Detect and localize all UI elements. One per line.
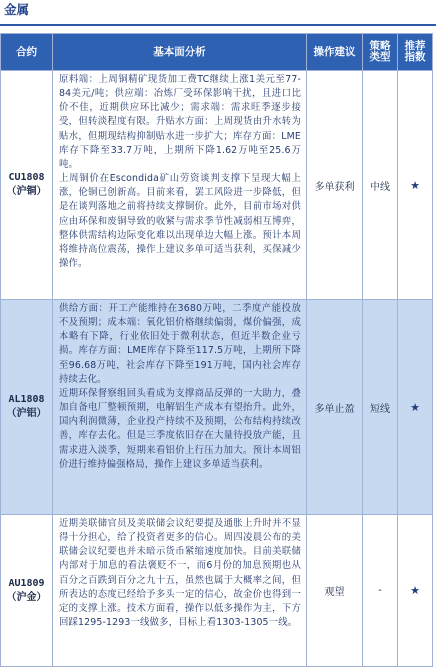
analysis-cell (53, 300, 307, 515)
contract-code: CU1808 (8, 172, 45, 183)
star-icon: ★ (398, 71, 433, 300)
contract-cell (1, 71, 53, 300)
table-header-row (1, 34, 433, 71)
star-icon: ★ (398, 515, 433, 667)
analysis-paragraph: 供给方面：开工产能维持在3680万吨，二季度产能投放不及预期；成本端：氧化铝价格继续偏弱，煤价偏强，成本略有下降，行业依旧处于微利状态，但近半数企业亏损。库存方面：LME库存下降至117.5万吨，上期所下降至96.68万吨，社会库存下降至191万吨，国内社会库存持续去化。 (59, 303, 301, 385)
analysis-cell (53, 515, 307, 667)
contract-cell (1, 300, 53, 515)
contract-code: AU1809 (8, 577, 45, 589)
suggest-cell: 多单获利 (307, 71, 363, 300)
analysis-paragraph: 近期美联储官员及美联储会议纪要提及通胀上升时并不显得十分担心，给了投资者更多的信心。周四凌晨公布的美联储会议纪要也并未暗示货币紧缩速度加快。目前美联储内部对于加息的看法褒贬不一，而6月份的加息预期也从百分之百跌到百分之九十五，虽然也属于大概率之间，但所表达的态度已经给予多头一定的信心，故金价也得到一定的支撑上涨。技术方面看，操作以低多操作为主，下方回踩1295-1293一线做多，目标上看1303-1305一线。 (59, 518, 301, 629)
contract-code: AL1808 (8, 394, 45, 405)
header-suggest: 操作建议 (307, 34, 363, 71)
strategy-cell: - (363, 515, 398, 667)
strategy-cell: 短线 (363, 300, 398, 515)
star-icon: ★ (398, 300, 433, 515)
header-strategy-line1: 策略 (369, 40, 391, 52)
analysis-cell (53, 71, 307, 300)
section-title: 金属 (4, 2, 30, 17)
suggest-cell: 多单止盈 (307, 300, 363, 515)
analysis-paragraph: 上周铜价在Escondida矿山劳资谈判支撑下呈现大幅上涨，伦铜已创新高。目前来看，罢工风险进一步降低，但是在谈判落地之前将持续支撑铜价。此外，目前市场对供应由环保和废铜导致的收紧与需求季节性减弱相互博弈，整体供需结构边际变化难以出现单边大幅上涨。预计本周将维持高位震荡，操作上建议多单可适当获利，买保减少操作。 (59, 173, 301, 270)
strategy-cell: 中线 (363, 71, 398, 300)
table-row-au (1, 515, 433, 667)
header-analysis: 基本面分析 (53, 34, 307, 71)
header-index-line2: 指数 (404, 51, 426, 63)
analysis-paragraph: 原料端：上周铜精矿现货加工费TC继续上涨1美元至77-84美元/吨；供应端：冶炼厂受环保影响干扰，且进口比价不佳，近期供应环比减少；需求端：需求旺季逐步接受，但转淡程度有限。升贴水方面：上周现货由升水转为贴水，但期现结构抑制贴水进一步扩大；库存方面：LME库存下降至33.7万吨，上期所下降1.62万吨至25.6万吨。 (59, 74, 301, 170)
header-strategy-line2: 类型 (369, 51, 391, 63)
header-index (398, 34, 433, 71)
metals-table (0, 33, 433, 667)
header-strategy (363, 34, 398, 71)
contract-name: （沪金） (6, 591, 47, 603)
header-contract: 合约 (1, 34, 53, 71)
analysis-paragraph: 近期环保督察组回头看成为支撑商品反弹的一大助力，叠加自备电厂整顿预期，电解铝生产成本有望抬升。此外，国内利润微薄，企业投产持续不及预期，公布结构持续改善，库存去化。但是三季度依旧存在大量待投放产能，且需求进入淡季，短期来看铝价上行压力加大。预计本周铝价进行维持偏强格局，操作上建议多单适当获利。 (59, 387, 301, 470)
contract-cell (1, 515, 53, 667)
contract-name: （沪铝） (6, 408, 47, 419)
contract-name: （沪铜） (6, 186, 47, 197)
table-row-cu (1, 71, 433, 300)
suggest-cell: 观望 (307, 515, 363, 667)
header-index-line1: 推荐 (404, 40, 426, 52)
table-row-al (1, 300, 433, 515)
title-rule (0, 24, 436, 26)
